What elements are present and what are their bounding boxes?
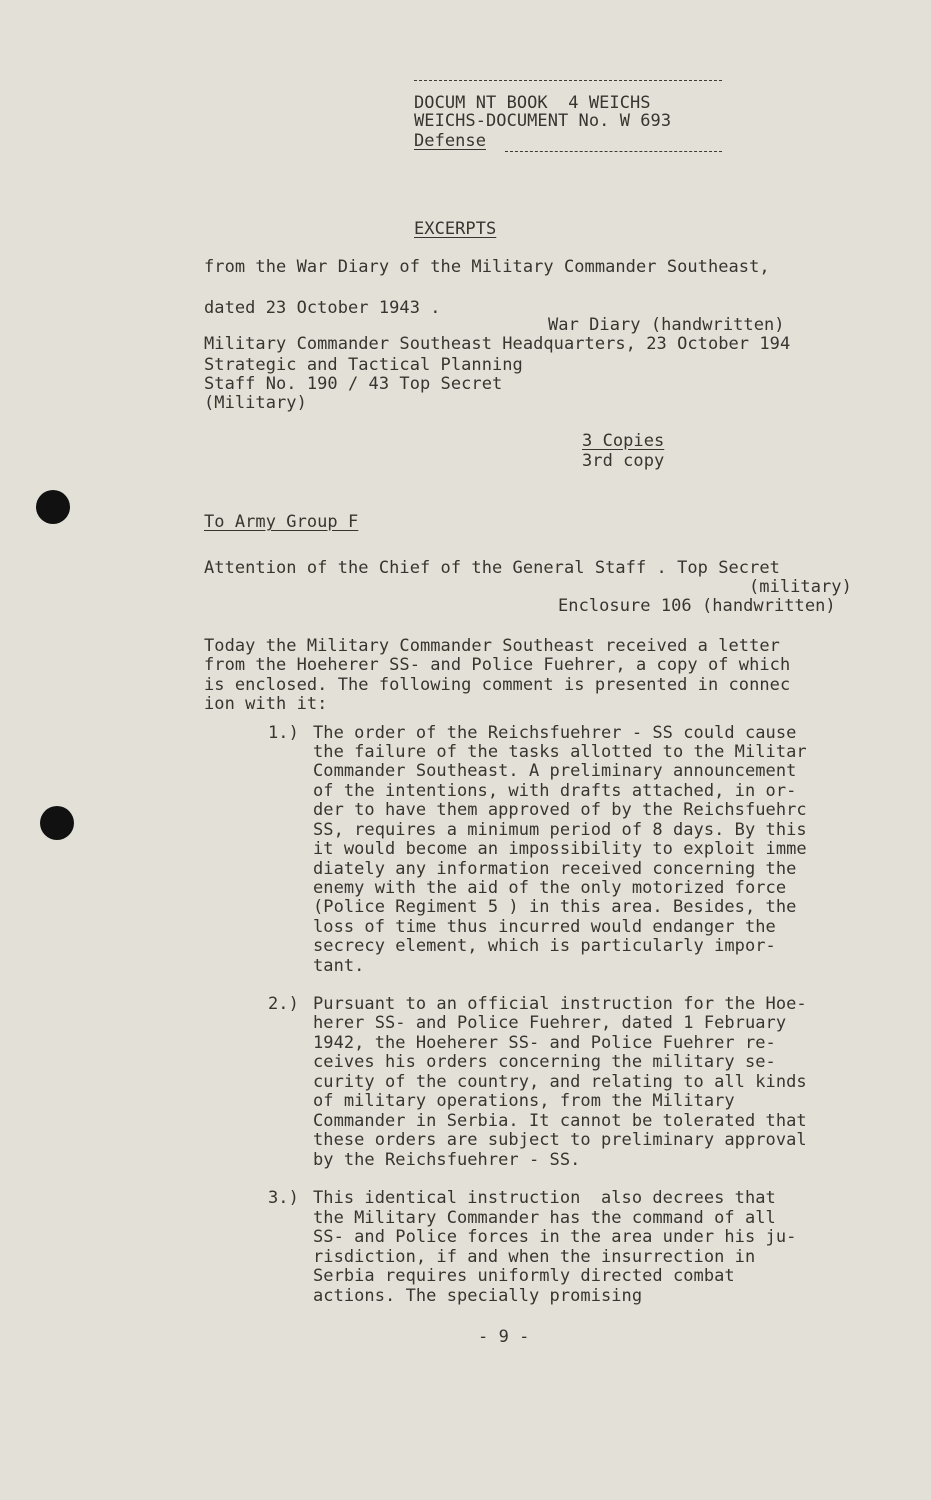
- item-line: SS- and Police forces in the area under his ju-: [313, 1227, 797, 1247]
- item-number: 3.): [268, 1188, 299, 1208]
- item-line: Serbia requires uniformly directed combat: [313, 1266, 735, 1286]
- item-line: der to have them approved of by the Reichsfuehrc: [313, 800, 807, 820]
- attention-line-2: (military): [749, 577, 852, 597]
- item-line: curity of the country, and relating to all kinds: [313, 1072, 807, 1092]
- item-number: 2.): [268, 994, 299, 1014]
- item-number: 1.): [268, 723, 299, 743]
- dateline: Military Commander Southeast Headquarters, 23 October 194: [204, 334, 791, 354]
- item-line: tant.: [313, 956, 365, 976]
- item-line: risdiction, if and when the insurrection in: [313, 1247, 756, 1267]
- attention-line-3: Enclosure 106 (handwritten): [558, 596, 836, 616]
- recipient-line: To Army Group F: [204, 512, 359, 532]
- item-line: secrecy element, which is particularly impor-: [313, 936, 776, 956]
- excerpts-title: EXCERPTS: [414, 219, 497, 239]
- item-line: diately any information received concerning the: [313, 859, 797, 879]
- item-line: Commander in Serbia. It cannot be tolerated that: [313, 1111, 807, 1131]
- item-line: the failure of the tasks allotted to the Militar: [313, 742, 807, 762]
- item-line: of the intentions, with drafts attached, in or-: [313, 781, 797, 801]
- item-line: (Police Regiment 5 ) in this area. Besides, the: [313, 897, 797, 917]
- item-line: ceives his orders concerning the military se-: [313, 1052, 776, 1072]
- body-intro-line-4: ion with it:: [204, 694, 328, 714]
- item-line: 1942, the Hoeherer SS- and Police Fuehrer re-: [313, 1033, 776, 1053]
- attention-line-1: Attention of the Chief of the General Staff . Top Secret: [204, 558, 780, 578]
- body-intro-line-3: is enclosed. The following comment is presented in connec: [204, 675, 791, 695]
- intro-line-1: from the War Diary of the Military Commander Southeast,: [204, 257, 770, 277]
- body-intro-line-2: from the Hoeherer SS- and Police Fuehrer, a copy of which: [204, 655, 791, 675]
- doc-number-line: WEICHS-DOCUMENT No. W 693: [414, 111, 672, 131]
- intro-line-2: dated 23 October 1943 .: [204, 298, 441, 318]
- doc-book-line: DOCUM NT BOOK 4 WEICHS: [414, 93, 651, 113]
- staff-line-2: (Military): [204, 393, 307, 413]
- header-rule-bottom: [505, 151, 722, 152]
- war-diary-note: War Diary (handwritten): [548, 315, 785, 335]
- item-line: Commander Southeast. A preliminary announcement: [313, 761, 797, 781]
- punch-hole-top: [36, 490, 70, 524]
- item-line: Pursuant to an official instruction for the Hoe-: [313, 994, 807, 1014]
- header-rule-top: [414, 80, 722, 81]
- copy-number: 3rd copy: [582, 451, 665, 471]
- planning-line: Strategic and Tactical Planning: [204, 355, 523, 375]
- item-line: herer SS- and Police Fuehrer, dated 1 February: [313, 1013, 787, 1033]
- item-line: This identical instruction also decrees that: [313, 1188, 776, 1208]
- defense-label: Defense: [414, 131, 486, 151]
- item-line: loss of time thus incurred would endanger the: [313, 917, 776, 937]
- item-line: it would become an impossibility to exploit imme: [313, 839, 807, 859]
- staff-line: Staff No. 190 / 43 Top Secret: [204, 374, 503, 394]
- item-line: The order of the Reichsfuehrer - SS could cause: [313, 723, 797, 743]
- item-line: these orders are subject to preliminary approval: [313, 1130, 807, 1150]
- item-line: of military operations, from the Military: [313, 1091, 735, 1111]
- item-line: the Military Commander has the command of all: [313, 1208, 776, 1228]
- punch-hole-bottom: [40, 806, 74, 840]
- page-number: - 9 -: [478, 1327, 530, 1347]
- body-intro-line-1: Today the Military Commander Southeast received a letter: [204, 636, 780, 656]
- copies-count: 3 Copies: [582, 431, 665, 451]
- item-line: enemy with the aid of the only motorized force: [313, 878, 787, 898]
- item-line: by the Reichsfuehrer - SS.: [313, 1150, 581, 1170]
- item-line: SS, requires a minimum period of 8 days. By this: [313, 820, 807, 840]
- item-line: actions. The specially promising: [313, 1286, 643, 1306]
